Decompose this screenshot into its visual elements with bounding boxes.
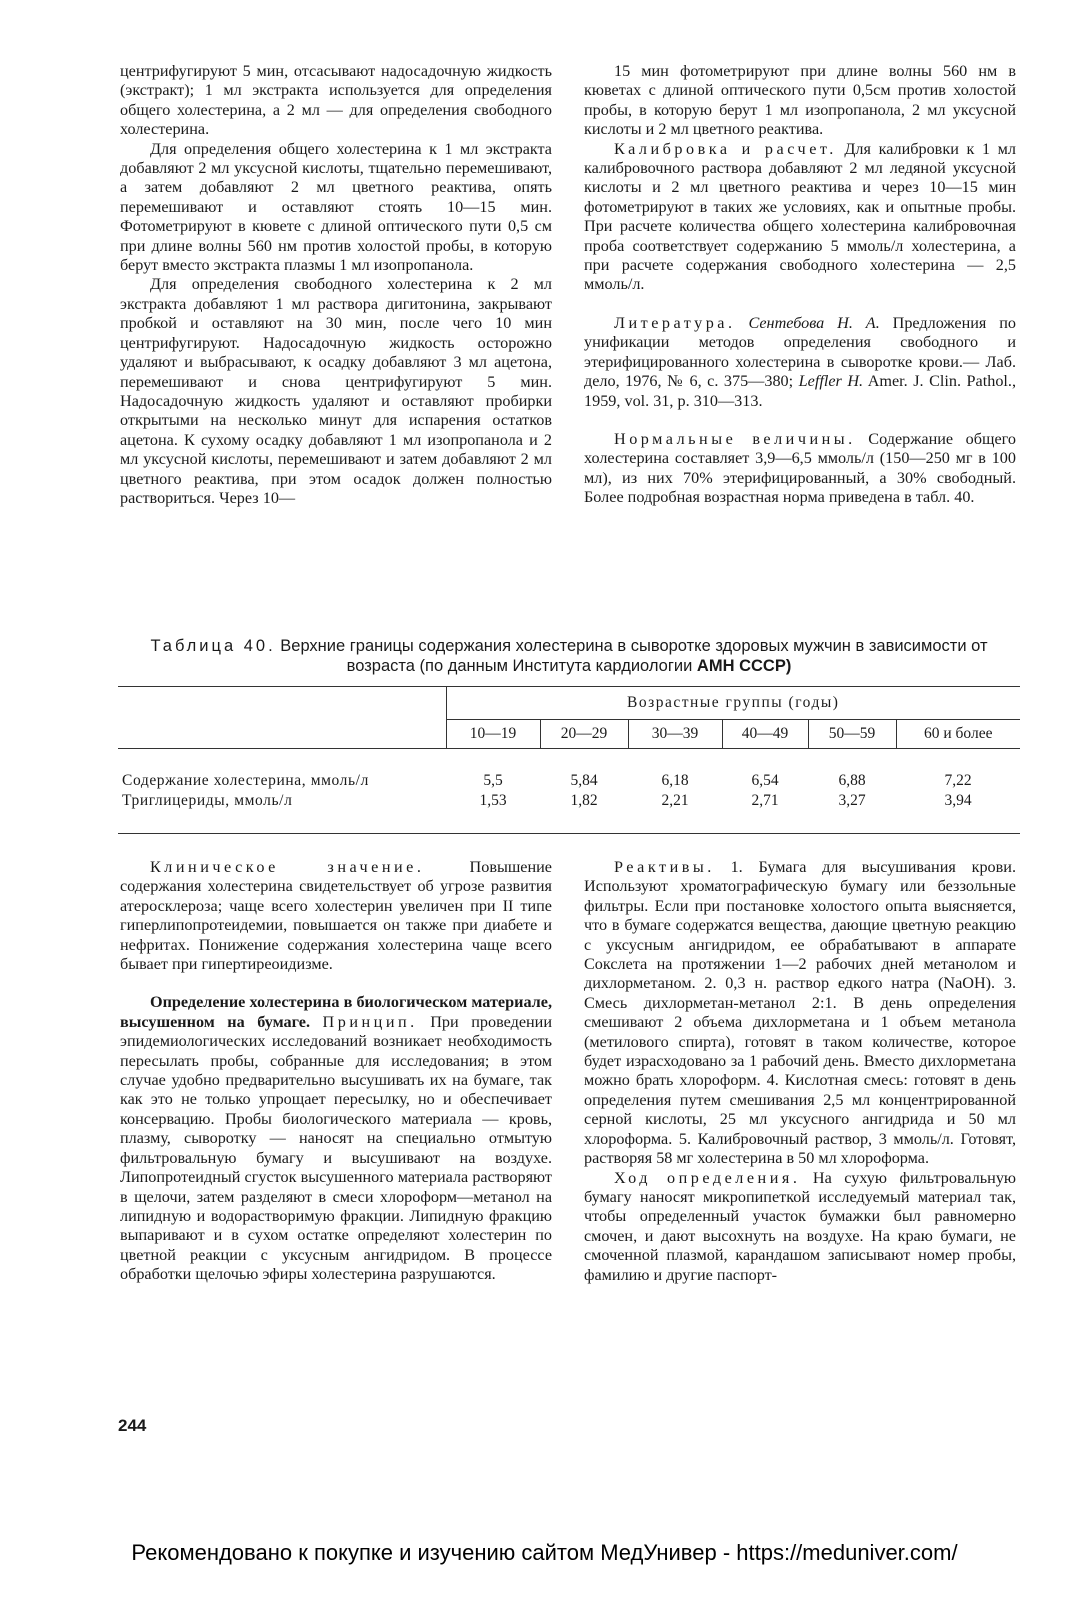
procedure-paragraph <box>584 1169 1016 1285</box>
text-column-left-bottom <box>120 858 552 1285</box>
table-header-blank <box>118 687 446 749</box>
value-cell <box>446 749 540 834</box>
paragraph: Для определения свободного холестерина к 2 мл экстракта добавляют 1 мл раствора дигитонина, закрывают пробкой и оставляют на 30 мин, после чего 10 мин центрифугируют. Надосадочную жидкость осторожно удаляют и выбрасывают, к осадку добавляют 3 мл ацетона, перемешивают и снова центрифугируют 5 мин. Надосадочную жидкость удаляют и оставляют пробирки открытыми на несколько минут для испарения остатков ацетона. К сухому осадку добавляют 1 мл изопропанола и 2 мл уксусной кислоты, перемешивают и затем добавляют 2 мл цветного реактива, при этом осадок должен полностью раствориться. Через 10— <box>120 275 552 507</box>
page-number: 244 <box>118 1416 147 1435</box>
value-cell <box>896 749 1020 834</box>
table-caption-org: АМН СССР) <box>696 657 792 675</box>
normal-values-heading: Нормальные величины. <box>614 429 856 448</box>
calibration-heading: Калибровка и расчет. <box>614 139 837 158</box>
table-header-row <box>118 687 1020 720</box>
principle-heading: Принцип. <box>322 1012 418 1031</box>
principle-text: При проведении эпидемиологических исследований возникает необходимость пересылать пробы, собранные для исследования; в этом случае удобно предварительно высушивать их на бумаге, так как это не только упрощает пересылку, но и обеспечивает консервацию. Пробы биологического материала — кровь, плазму, сыворотку — наносят на специально отмытую фильтровальную бумагу и высушивают на воздухе. Липопротеидный сгусток высушенного материала растворяют в щелочи, затем разделяют в смеси хлороформ—метанол на липидную и водорастворимую фракции. Липидную фракцию выпаривают и в сухом остатке определяют холестерин по цветной реакции с уксусным ангидридом. В процессе обработки щелочью эфиры холестерина разрушаются. <box>120 1012 553 1284</box>
table-caption-text: Верхние границы содержания холестерина в сыворотке здоровых мужчин в зависимости от возраста (по данным Института кардиологии <box>275 637 988 675</box>
paragraph: 15 мин фотометрируют при длине волны 560 нм в кюветах с длиной оптического пути 0,5см против холостой пробы, в которую берут 1 мл изопропанола, 2 мл уксусной кислоты и 2 мл цветного реактива. <box>584 62 1016 139</box>
reagents-paragraph <box>584 858 1016 1169</box>
cholesterol-age-table <box>118 686 1020 834</box>
text-column-right-bottom <box>584 858 1016 1285</box>
normal-values-text: Содержание общего холестерина составляет 3,9—6,5 ммоль/л (150—250 мг в 100 мл), из них 70% этерифицированный, а 30% свободный. Более подробная возрастная норма приведена в табл. 40. <box>584 429 1016 507</box>
value-cell <box>628 749 722 834</box>
reagents-text: 1. Бумага для высушивания крови. Используют хроматографическую бумагу или беззольные фильтры. Если при постановке холостого опыта выясняется, что в бумаге содержатся вещества, дающие цветную реакцию с уксусным ангидридом, ее обрабатывают в аппарате Сокслета на протяжении 1—2 рабочих дней метанолом и дихлорметаном. 2. 0,3 н. раствор едкого натра (NaOH). 3. Смесь дихлорметан-метанол 2:1. В день определения смешивают 2 объема дихлорметана и 1 объем метанола (метилового спирта), готовят в таком количестве, которое будет израсходовано за 1 рабочий день. Вместо дихлорметана можно брать хлороформ. 4. Кислотная смесь: готовят в день определения путем смешивания 2,5 мл концентрированной серной кислоты, 25 мл уксусного ангидрида и 50 мл хлороформа. 5. Калибровочный раствор, 3 ммоль/л. Готовят, растворяя 58 мг холестерина в 50 мл хлороформа. <box>584 858 1016 1168</box>
table-caption <box>118 636 1020 676</box>
footer-promo-text: Рекомендовано к покупке и изучению сайтом МедУнивер - https://meduniver.com/ <box>131 1540 958 1565</box>
paragraph: центрифугируют 5 мин, отсасывают надосадочную жидкость (экстракт); 1 мл экстракта используется для определения общего холестерина, а 2 мл — для определения свободного холестерина. <box>120 62 552 139</box>
reference-author: Leffler H. <box>798 372 864 391</box>
age-group-cell: 40—49 <box>722 720 808 749</box>
age-group-cell: 30—39 <box>628 720 722 749</box>
age-group-cell: 20—29 <box>540 720 628 749</box>
calibration-paragraph <box>584 140 1016 295</box>
paragraph: Для определения общего холестерина к 1 мл экстракта добавляют 2 мл уксусной кислоты, тщательно перемешивают, а затем добавляют 2 мл цветного реактива, опять перемешивают и оставляют стоять 10—15 мин. Фотометрируют в кювете с длиной оптического пути 0,5 см при длине волны 560 нм против холостой пробы, в которую берут вместо экстракта плазмы 1 мл изопропанола. <box>120 139 552 275</box>
cholesterol-value: 6,18 <box>661 772 689 789</box>
table-row <box>118 749 1020 834</box>
age-groups-header: Возрастные группы (годы) <box>446 687 1020 720</box>
cholesterol-value: 6,54 <box>751 772 779 789</box>
triglycerides-value: 3,27 <box>838 792 866 809</box>
row-labels-cell <box>118 749 446 834</box>
text-column-right-top <box>584 62 1016 508</box>
triglycerides-value: 1,82 <box>570 792 598 809</box>
age-group-cell: 50—59 <box>808 720 896 749</box>
method-paragraph <box>120 993 552 1284</box>
row-label-triglycerides: Триглицериды, ммоль/л <box>122 792 293 809</box>
calibration-text: Для калибровки к 1 мл калибровочного раствора добавляют 2 мл ледяной уксусной кислоты и 2 мл цветного реактива и через 10—15 мин фотометрируют в таких же условиях, как и опытные пробы. При расчете количества общего холестерина калибровочная проба соответствует содержанию 5 ммоль/л холестерина, а при расчете содержания свободного холестерина — 2,5 ммоль/л. <box>584 139 1016 294</box>
clinical-text: Повышение содержания холестерина свидетельствует об угрозе развития атеросклероза; чаще всего холестерин увеличен при II типе гиперлипопротеидемии, повышается он также при диабете и нефритах. Понижение содержания холестерина чаще всего бывает при гипертиреоидизме. <box>120 858 552 974</box>
triglycerides-value: 1,53 <box>479 792 507 809</box>
procedure-text: На сухую фильтровальную бумагу наносят микропипеткой исследуемый материал так, чтобы определенный участок бумажки был равномерно смочен, и дают высохнуть на воздухе. На краю бумаги, не смоченной плазмой, карандашом записывают номер пробы, фамилию и другие паспорт- <box>584 1168 1017 1284</box>
reagents-heading: Реактивы. <box>614 858 715 876</box>
cholesterol-value: 7,22 <box>944 772 972 789</box>
triglycerides-value: 3,94 <box>944 792 972 809</box>
references-paragraph <box>584 314 1016 411</box>
row-label-cholesterol: Содержание холестерина, ммоль/л <box>122 772 369 789</box>
triglycerides-value: 2,21 <box>661 792 689 809</box>
section-title: Определение холестерина в биологическом материале, высушенном на бумаге. <box>120 993 552 1031</box>
age-group-cell: 60 и более <box>896 720 1020 749</box>
value-cell <box>540 749 628 834</box>
clinical-paragraph <box>120 858 552 974</box>
value-cell <box>808 749 896 834</box>
cholesterol-value: 5,5 <box>483 772 503 789</box>
cholesterol-value: 6,88 <box>838 772 866 789</box>
references-heading: Литература. <box>614 313 736 332</box>
reference-text: Предложения по унификации методов определения свободного и этерифицированного холестерина в сыворотке крови.— Лаб. дело, 1976, № 6, с. 375—380; <box>584 313 1016 391</box>
clinical-heading: Клиническое значение. <box>150 858 425 876</box>
table-label: Таблица 40. <box>150 637 276 655</box>
value-cell <box>722 749 808 834</box>
normal-values-paragraph <box>584 430 1016 508</box>
age-group-cell: 10—19 <box>446 720 540 749</box>
cholesterol-value: 5,84 <box>570 772 598 789</box>
procedure-heading: Ход определения. <box>614 1168 801 1187</box>
reference-text: Amer. J. Clin. Pathol., 1959, vol. 31, p. 310—313. <box>584 372 1016 410</box>
triglycerides-value: 2,71 <box>751 792 779 809</box>
text-column-left-top <box>120 62 552 508</box>
reference-author: Сентебова Н. А. <box>748 313 880 332</box>
